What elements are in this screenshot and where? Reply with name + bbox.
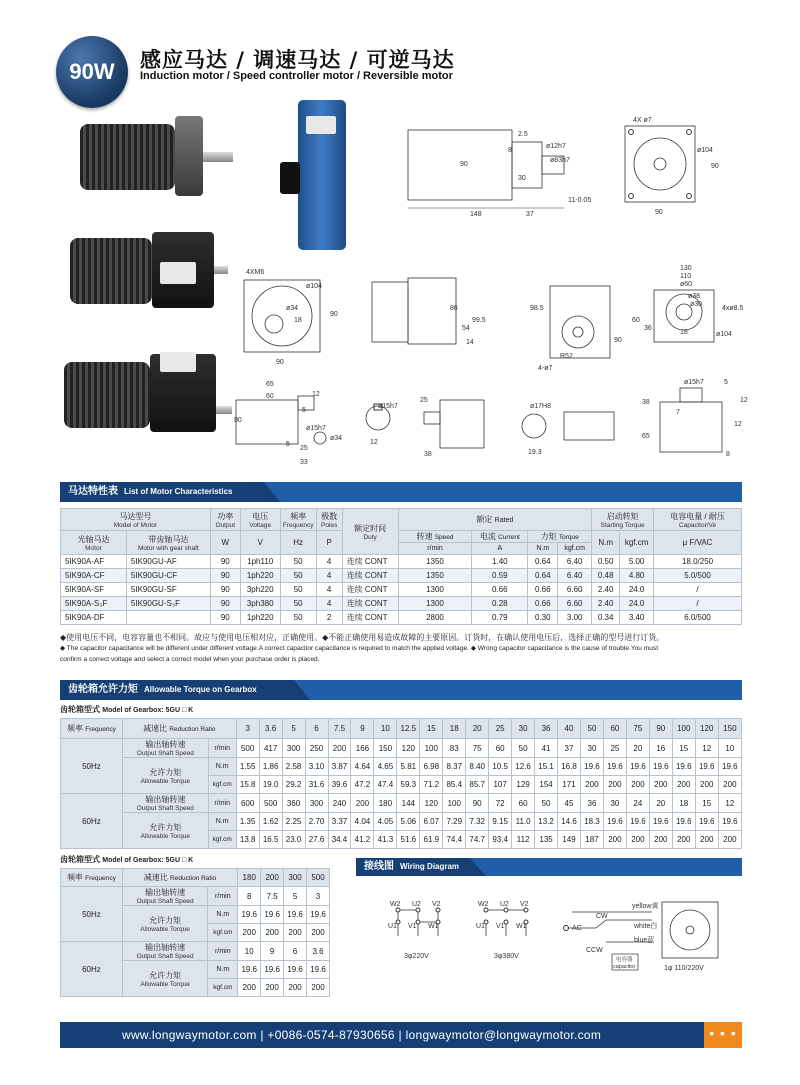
wiring-1ph-reversible — [564, 901, 719, 972]
svg-text:ø15h7: ø15h7 — [684, 379, 704, 386]
svg-text:25: 25 — [420, 397, 428, 404]
svg-text:19.3: 19.3 — [528, 449, 542, 456]
header-gear-motor: 带齿轴马达 Motor with gear shaft — [126, 531, 210, 555]
svg-text:3φ380V: 3φ380V — [494, 953, 519, 960]
svg-text:V2: V2 — [432, 901, 441, 908]
header-speed: 转速 Speed — [398, 531, 472, 543]
svg-text:7: 7 — [676, 409, 680, 416]
svg-text:37: 37 — [526, 211, 534, 218]
table-row: kgf.cm 200 200 200 200 — [61, 924, 330, 942]
product-photo-induction-motor — [80, 112, 230, 202]
svg-text:3φ220V: 3φ220V — [404, 953, 429, 960]
svg-text:60: 60 — [266, 393, 274, 400]
table-row: 允许力矩 Allowable Torque N.m 1.55 1.86 2.58 3.10 3.87 4.64 4.65 5.81 6.98 8.37 8.40 10.5 12.6 15.1 16.8 19.6 19.6 19.6 19.6 19.6 19.6 19.6 — [61, 758, 742, 776]
svg-text:5: 5 — [724, 379, 728, 386]
svg-text:90: 90 — [614, 337, 622, 344]
header-frequency: 频率 Frequency — [61, 719, 123, 739]
drawing-motor-side-view — [400, 118, 590, 218]
svg-text:4X ø7: 4X ø7 — [633, 117, 652, 124]
wiring-3ph-380v — [476, 901, 529, 960]
svg-text:90: 90 — [655, 209, 663, 216]
svg-text:yellow黄: yellow黄 — [632, 903, 659, 910]
header-duty: 额定时间 Duty — [342, 509, 398, 555]
footer-contact: www.longwaymotor.com | +0086-0574-87930656 | longwaymotor@longwaymotor.com — [60, 1022, 742, 1048]
header-rated: 额定 Rated — [398, 509, 592, 531]
note-cn: ◆使用电压不同，电容容量也不相同。故应与使用电压相对应，正确使用。◆不能正确使用易造成故障的主要原因。订货时，在确认使用电压后，选择正确的型号进行订货。 — [60, 633, 665, 642]
svg-text:4-ø7: 4-ø7 — [538, 365, 553, 372]
header-frequency: 频率 Frequency — [280, 509, 316, 531]
svg-text:38: 38 — [424, 451, 432, 458]
wiring-3ph-220v — [388, 901, 441, 960]
header-motor: 光轴马达 Motor — [61, 531, 127, 555]
table-row: kgf.cm 13.8 16.5 23.0 27.6 34.4 41.2 41.3 51.6 61.9 74.4 74.7 93.4 112 135 149 187 200 200 200 200 200 200 — [61, 831, 742, 849]
page-title-en: Induction motor / Speed controller motor / Reversible motor — [140, 70, 453, 82]
gearbox-torque-table-1: 频率 Frequency 减速比 Reduction Ratio 3 3.6 5 6 7.5 9 10 12.5 15 18 20 25 30 36 40 50 60 75 90 100 120 150 50Hz 输出轴转速 Output Shaft Speed r/min 500 417 300 250 200 166 150 120 100 83 75 60 50 41 37 30 25 20 16 15 12 10 允许力矩 Allowable Torque N.m 1.55 1.86 2.58 3.10 3.87 4.64 4.65 5.81 6.98 8.37 8.40 10.5 12.6 15.1 16.8 19.6 19.6 19.6 19.6 19.6 19.6 19.6 kgf.cm 15.8 19.0 29.2 31.6 39.6 47.2 47.4 59.3 71.2 85.4 85.7 107 129 154 171 200 200 200 200 200 200 200 60Hz 输出轴转速 Output Shaft Speed r/min 600 500 360 300 240 200 180 144 120 100 90 72 60 50 45 36 30 24 20 18 15 12 允许力矩 Allowable Torque N.m 1.35 1.62 2.25 2.70 3.37 4.04 4.05 5.06 6.07 7.29 7.32 9.15 11.0 13.2 14.6 18.3 19.6 19.6 19.6 19.6 19.6 19.6 kgf.cm 13.8 16.5 23.0 27.6 34.4 41.2 41.3 51.6 61.9 74.4 74.7 93.4 112 135 149 187 200 200 200 200 200 200 — [60, 718, 742, 849]
svg-text:130: 130 — [680, 265, 692, 272]
header-starting-torque: 启动转矩 Starting Torque — [592, 509, 654, 531]
gearbox-torque-header: 齿轮箱允许力矩 Allowable Torque on Gearbox — [60, 680, 742, 700]
svg-text:65: 65 — [642, 433, 650, 440]
table-row: 允许力矩 Allowable Torque N.m 19.6 19.6 19.6 19.6 — [61, 961, 330, 979]
footer-dots: • • • — [704, 1022, 742, 1048]
note-en-1: ◆ The capacitor capacitance will be different under different voltage.A correct capacitor capacitance is required to match the applied voltage. ◆ Wrong capacitor capacitance is the cause of trouble.You must — [60, 645, 659, 652]
svg-text:ø104: ø104 — [716, 331, 732, 338]
svg-text:1φ 110/220V: 1φ 110/220V — [664, 965, 704, 972]
svg-text:98.5: 98.5 — [530, 305, 544, 312]
svg-text:W1: W1 — [516, 923, 527, 930]
svg-text:25: 25 — [300, 445, 308, 452]
svg-text:33: 33 — [300, 459, 308, 466]
svg-text:W2: W2 — [478, 901, 489, 908]
header-ratio: 减速比 Reduction Ratio — [122, 719, 236, 739]
svg-text:ø15h7: ø15h7 — [306, 425, 326, 432]
drawing-flange-front — [530, 280, 630, 376]
svg-text:ø104: ø104 — [697, 147, 713, 154]
svg-text:54: 54 — [462, 325, 470, 332]
svg-text:V1: V1 — [496, 923, 505, 930]
svg-text:36: 36 — [644, 325, 652, 332]
page-title-cn: 感应马达 / 调速马达 / 可逆马达 — [140, 48, 455, 72]
svg-text:ø34: ø34 — [330, 435, 343, 442]
table-row: 60Hz 输出轴转速 Output Shaft Speed r/min 10 9 6 3.6 — [61, 942, 330, 961]
svg-text:CW: CW — [596, 913, 608, 920]
svg-text:white白: white白 — [634, 923, 658, 930]
svg-text:W1: W1 — [428, 923, 439, 930]
svg-text:12: 12 — [740, 397, 748, 404]
svg-text:R52: R52 — [560, 353, 573, 360]
table-row: 5IK90A-DF 90 1ph220 50 2 连续 CONT 2800 0.79 0.30 3.00 0.34 3.40 6.0/500 — [61, 611, 742, 625]
svg-text:12: 12 — [312, 391, 320, 398]
drawing-output-shaft — [640, 376, 750, 460]
svg-text:ø34: ø34 — [286, 305, 299, 312]
svg-text:90: 90 — [330, 311, 338, 318]
wiring-diagram-svg — [356, 880, 742, 980]
table-row: 5IK90A-SF 5IK90GU-SF 90 3ph220 50 4 连续 CONT 1300 0.66 0.66 6.60 2.40 24.0 / — [61, 583, 742, 597]
svg-text:ø17H8: ø17H8 — [530, 403, 552, 410]
wiring-diagram — [356, 880, 742, 980]
drawing-gearbox-side — [368, 276, 488, 356]
notes — [60, 632, 742, 665]
header-torque: 力矩 Torque — [528, 531, 592, 543]
svg-text:ø83h7: ø83h7 — [550, 157, 570, 164]
gearbox-torque-table-2: 频率 Frequency 减速比 Reduction Ratio 180 200 300 500 50Hz 输出轴转速 Output Shaft Speed r/min 8 7.5 5 3 允许力矩 Allowable Torque N.m 19.6 19.6 19.6 19.6 kgf.cm 200 200 200 200 60Hz 输出轴转速 Output Shaft Speed r/min 10 9 6 3.6 允许力矩 Allowable Torque N.m 19.6 19.6 19.6 19.6 kgf.cm 200 200 200 200 — [60, 868, 330, 997]
svg-text:ø60: ø60 — [680, 281, 693, 288]
svg-text:11-0.05: 11-0.05 — [568, 197, 592, 204]
drawing-coupling — [520, 396, 620, 458]
product-photo-blue-motor — [280, 100, 350, 260]
svg-text:12: 12 — [734, 421, 742, 428]
header-capacitor: 电容电量 / 耐压 Capacitor/Ve — [654, 509, 742, 531]
svg-text:90: 90 — [460, 161, 468, 168]
drawing-gearbox-front — [240, 264, 350, 368]
gearbox-model-label-2: 齿轮箱型式 Model of Gearbox: 5GU □ K — [60, 855, 194, 864]
svg-text:CCW: CCW — [586, 947, 603, 954]
svg-text:ø12h7: ø12h7 — [546, 143, 566, 150]
drawing-motor-front-view — [615, 116, 725, 218]
wiring-diagram-header: 接线图 Wiring Diagram — [356, 858, 742, 876]
svg-text:ø15h7: ø15h7 — [378, 403, 398, 410]
svg-text:4XM6: 4XM6 — [246, 269, 265, 276]
table-row: kgf.cm 15.8 19.0 29.2 31.6 39.6 47.2 47.4 59.3 71.2 85.4 85.7 107 129 154 171 200 200 200 200 200 200 200 — [61, 776, 742, 794]
svg-text:60: 60 — [632, 317, 640, 324]
svg-text:90: 90 — [711, 163, 719, 170]
svg-text:U1: U1 — [476, 923, 485, 930]
svg-text:capacitor: capacitor — [613, 964, 636, 970]
svg-text:90: 90 — [234, 417, 242, 424]
svg-text:AC: AC — [572, 925, 582, 932]
drawing-shaft-key — [358, 392, 418, 452]
svg-text:blue蓝: blue蓝 — [634, 937, 655, 944]
svg-text:8: 8 — [508, 147, 512, 154]
svg-text:U2: U2 — [412, 901, 421, 908]
svg-text:18: 18 — [294, 317, 302, 324]
svg-text:90: 90 — [276, 359, 284, 366]
svg-text:110: 110 — [680, 273, 692, 280]
svg-text:ø104: ø104 — [306, 283, 322, 290]
svg-text:2.5: 2.5 — [518, 131, 528, 138]
drawing-shaft-gearbox — [230, 376, 350, 468]
svg-text:30: 30 — [518, 175, 526, 182]
svg-text:99.5: 99.5 — [472, 317, 486, 324]
table-row: 允许力矩 Allowable Torque N.m 1.35 1.62 2.25 2.70 3.37 4.04 4.05 5.06 6.07 7.29 7.32 9.15 11.0 13.2 14.6 18.3 19.6 19.6 19.6 19.6 19.6 19.6 — [61, 813, 742, 831]
svg-text:65: 65 — [266, 381, 274, 388]
svg-text:18: 18 — [680, 329, 688, 336]
svg-text:14: 14 — [466, 339, 474, 346]
header-poles: 极数 Poles — [316, 509, 342, 531]
svg-text:148: 148 — [470, 211, 482, 218]
header-model: 马达型号 Model of Motor — [61, 509, 211, 531]
svg-text:U1: U1 — [388, 923, 397, 930]
note-en-2: confirm a correct voltage and select a correct model when your purchase order is placed. — [60, 656, 320, 663]
svg-text:12: 12 — [370, 439, 378, 446]
gearbox-model-label-1: 齿轮箱型式 Model of Gearbox: 5GU □ K — [60, 705, 194, 714]
drawing-gear-side — [416, 392, 496, 458]
svg-text:ø30: ø30 — [690, 301, 703, 308]
header-voltage: 电压 Voltage — [240, 509, 280, 531]
table-row: 50Hz 输出轴转速 Output Shaft Speed r/min 8 7.5 5 3 — [61, 887, 330, 906]
table-row: 5IK90A-AF 5IK90GU-AF 90 1ph110 50 4 连续 CONT 1350 1.40 0.64 6.40 0.50 5.00 18.0/250 — [61, 555, 742, 569]
motor-characteristics-header: 马达特性表 List of Motor Characteristics — [60, 482, 742, 502]
svg-text:4xø8.5: 4xø8.5 — [722, 305, 744, 312]
table-row: 允许力矩 Allowable Torque N.m 19.6 19.6 19.6 19.6 — [61, 906, 330, 924]
header-ratio: 减速比 Reduction Ratio — [122, 869, 237, 887]
svg-text:86: 86 — [450, 305, 458, 312]
svg-text:V1: V1 — [408, 923, 417, 930]
svg-text:5: 5 — [302, 407, 306, 414]
drawing-flange-gearbox — [630, 262, 744, 362]
svg-text:38: 38 — [642, 399, 650, 406]
motor-characteristics-table: 马达型号 Model of Motor 功率 Output 电压 Voltage 频率 Frequency 极数 Poles 额定时间 Duty 额定 Rated 启动转矩 Starting Torque 电容电量 / 耐压 Capacitor/Ve 光轴马达 Motor 带齿轴马达 Motor with gear shaft W V Hz P 转速 Speed 电流 Current 力矩 Torque N.m kgf.cm μ F/VAC r/min A N.m kgf.cm 5IK90A-AF 5IK90GU-AF 90 1ph110 50 4 连续 CONT 1350 1.40 0.64 6.40 0.50 5.00 18.0/250 5IK90A-CF 5IK90GU-CF 90 1ph220 50 4 连续 CONT 1350 0.59 0.64 6.40 0.48 4.80 5.0/500 5IK90A-SF 5IK90GU-SF 90 3ph220 50 4 连续 CONT 1300 0.66 0.66 6.60 2.40 24.0 / 5IK90A-S₃F 5IK90GU-S₃F 90 3ph380 50 4 连续 CONT 1300 0.28 0.66 6.60 2.40 24.0 / 5IK90A-DF 90 1ph220 50 2 连续 CONT 2800 0.79 0.30 3.00 0.34 3.40 6.0/500 — [60, 508, 742, 625]
svg-text:W2: W2 — [390, 901, 401, 908]
table-row: kgf.cm 200 200 200 200 — [61, 979, 330, 997]
svg-text:V2: V2 — [520, 901, 529, 908]
svg-text:U2: U2 — [500, 901, 509, 908]
svg-text:ø38: ø38 — [688, 293, 701, 300]
table-row: 50Hz 输出轴转速 Output Shaft Speed r/min 500 417 300 250 200 166 150 120 100 83 75 60 50 41 37 30 25 20 16 15 12 10 — [61, 739, 742, 758]
header-current: 电流 Current — [472, 531, 528, 543]
table-row: 60Hz 输出轴转速 Output Shaft Speed r/min 600 500 360 300 240 200 180 144 120 100 90 72 60 50 45 36 30 24 20 18 15 12 — [61, 794, 742, 813]
svg-text:电容器: 电容器 — [616, 957, 633, 963]
header-output: 功率 Output — [210, 509, 240, 531]
table-row: 5IK90A-S₃F 5IK90GU-S₃F 90 3ph380 50 4 连续 CONT 1300 0.28 0.66 6.60 2.40 24.0 / — [61, 597, 742, 611]
table-row: 5IK90A-CF 5IK90GU-CF 90 1ph220 50 4 连续 CONT 1350 0.59 0.64 6.40 0.48 4.80 5.0/500 — [61, 569, 742, 583]
product-photo-gear-motor-1 — [70, 232, 230, 322]
power-badge: 90W — [56, 36, 128, 108]
svg-text:5: 5 — [286, 441, 290, 448]
svg-text:8: 8 — [726, 451, 730, 458]
product-photo-gear-motor-2 — [64, 348, 234, 448]
header-frequency: 频率 Frequency — [61, 869, 123, 887]
